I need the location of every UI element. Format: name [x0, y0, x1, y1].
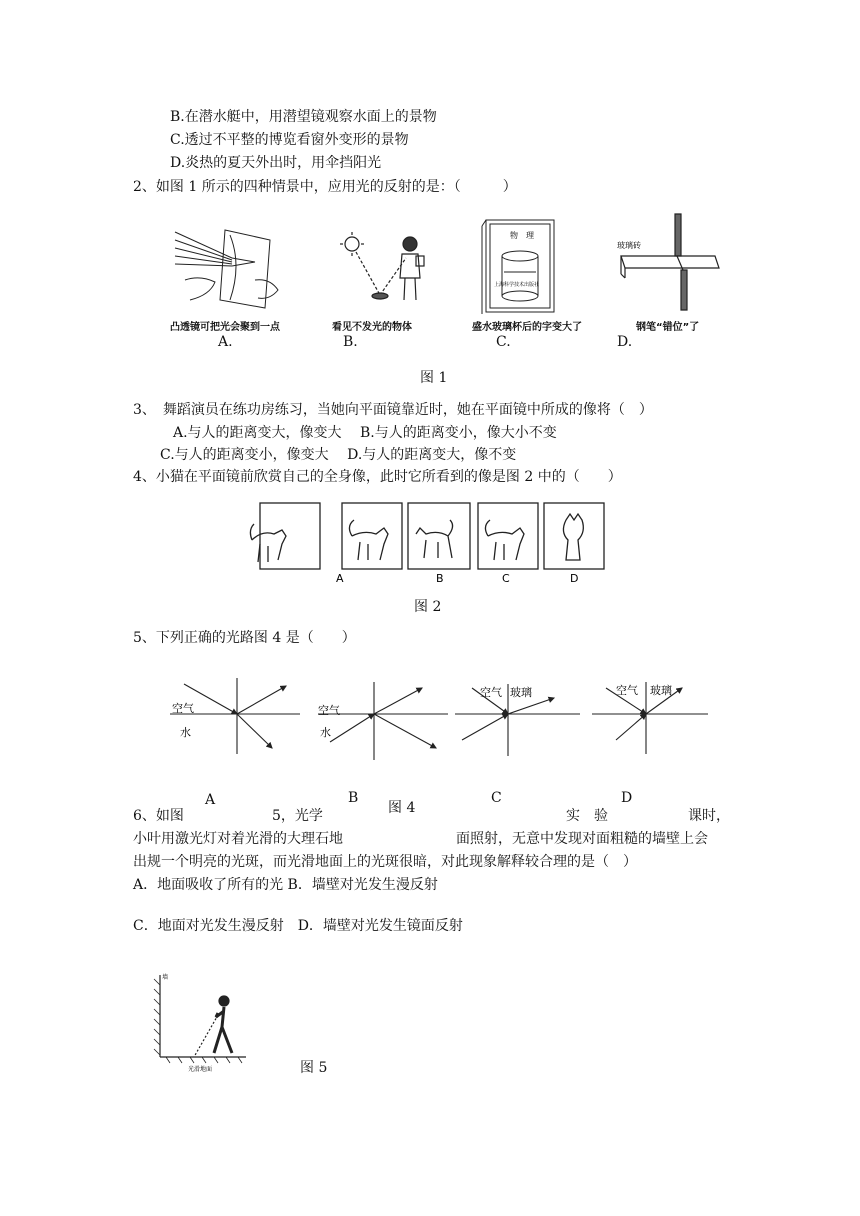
- q3-options-cd: C.与人的距离变小，像变大 D.与人的距离变大，像不变: [160, 447, 517, 463]
- fig4-a-medium-top: 空气: [172, 702, 194, 715]
- fig2-letter-d: D: [570, 572, 579, 585]
- fig4-d-medium-left: 空气: [616, 684, 638, 697]
- fig1-letter-b: B.: [343, 334, 358, 350]
- q5-stem: 5、下列正确的光路图 4 是（ ）: [133, 630, 356, 646]
- fig2-letter-a: A: [336, 572, 344, 585]
- q4-stem: 4、小猫在平面镜前欣赏自己的全身像，此时它所看到的像是图 2 中的（ ）: [133, 469, 622, 485]
- q6-line1-a: 6、如图: [133, 808, 184, 824]
- fig4-light-paths: [160, 670, 720, 790]
- q6-line1-c: 实 验: [566, 808, 608, 824]
- fig4-c-medium-left: 空气: [480, 686, 502, 699]
- fig1-panel-b-girl: [330, 230, 440, 315]
- fig1-caption-d: 钢笔“错位”了: [636, 322, 700, 333]
- fig4-d-medium-right: 玻璃: [650, 684, 672, 697]
- fig4-a-medium-bottom: 水: [180, 726, 191, 739]
- fig1-panel-c-glass: [480, 216, 570, 316]
- fig4-letter-b: B: [348, 790, 359, 806]
- q1-option-c: C.透过不平整的博览看窗外变形的景物: [170, 132, 409, 148]
- fig1-letter-c: C.: [496, 334, 511, 350]
- fig4-c-medium-right: 玻璃: [510, 686, 532, 699]
- q6-line1-b: 5，光学: [272, 808, 323, 824]
- fig4-label: 图 4: [388, 800, 416, 816]
- fig1-label: 图 1: [420, 370, 448, 386]
- fig5-label: 图 5: [300, 1060, 328, 1076]
- q6-options-ab: A．地面吸收了所有的光 B．墙壁对光发生漫反射: [133, 877, 438, 893]
- fig4-letter-a: A: [205, 792, 216, 808]
- q1-option-b: B.在潜水艇中，用潜望镜观察水面上的景物: [170, 109, 437, 125]
- fig5-floor-label: 光滑地面: [188, 1066, 213, 1073]
- q6-options-cd: C．地面对光发生漫反射 D．墙壁对光发生镜面反射: [133, 918, 463, 934]
- fig1-book-footer: 上海科学技术出版社: [494, 282, 540, 288]
- fig4-letter-c: C: [491, 790, 502, 806]
- q3-options-ab: A.与人的距离变大，像变大 B.与人的距离变小，像大小不变: [173, 425, 557, 441]
- q6-line3: 出规一个明亮的光斑，而光滑地面上的光斑很暗，对此现象解释较合理的是（ ）: [133, 854, 637, 870]
- fig1-caption-a: 凸透镜可把光会聚到一点: [170, 322, 280, 333]
- fig5-wall-label: 墙: [162, 974, 169, 981]
- q1-option-d: D.炎热的夏天外出时，用伞挡阳光: [170, 155, 382, 171]
- q6-line2-b: 面照射，无意中发现对面粗糙的墙壁上会: [456, 831, 708, 847]
- fig2-label: 图 2: [414, 599, 442, 615]
- fig1-letter-a: A.: [218, 334, 233, 350]
- fig4-b-medium-top: 空气: [318, 704, 340, 717]
- fig4-b-medium-bottom: 水: [320, 726, 331, 739]
- fig2-letter-b: B: [436, 572, 444, 585]
- fig2-letter-c: C: [502, 572, 510, 585]
- fig1-panel-d-pen: [615, 212, 725, 317]
- fig1-caption-b: 看见不发光的物体: [332, 322, 412, 333]
- q2-stem: 2、如图 1 所示的四种情景中，应用光的反射的是：（ ）: [133, 179, 517, 195]
- fig1-caption-c: 盛水玻璃杯后的字变大了: [472, 322, 582, 333]
- fig1-brick-label: 玻璃砖: [617, 241, 641, 250]
- fig2-cat-mirrors: [248, 500, 608, 590]
- fig4-letter-d: D: [621, 790, 633, 806]
- fig1-book-title: 物 理: [510, 231, 534, 240]
- fig1-panel-a-lens: [170, 220, 290, 315]
- fig5-wall-floor: [150, 965, 250, 1075]
- q6-line1-d: 课时，: [688, 808, 730, 824]
- fig1-letter-d: D.: [617, 334, 633, 350]
- q6-line2-a: 小叶用激光灯对着光滑的大理石地: [133, 831, 343, 847]
- q3-stem: 3、 舞蹈演员在练功房练习，当她向平面镜靠近时，她在平面镜中所成的像将（ ）: [133, 402, 653, 418]
